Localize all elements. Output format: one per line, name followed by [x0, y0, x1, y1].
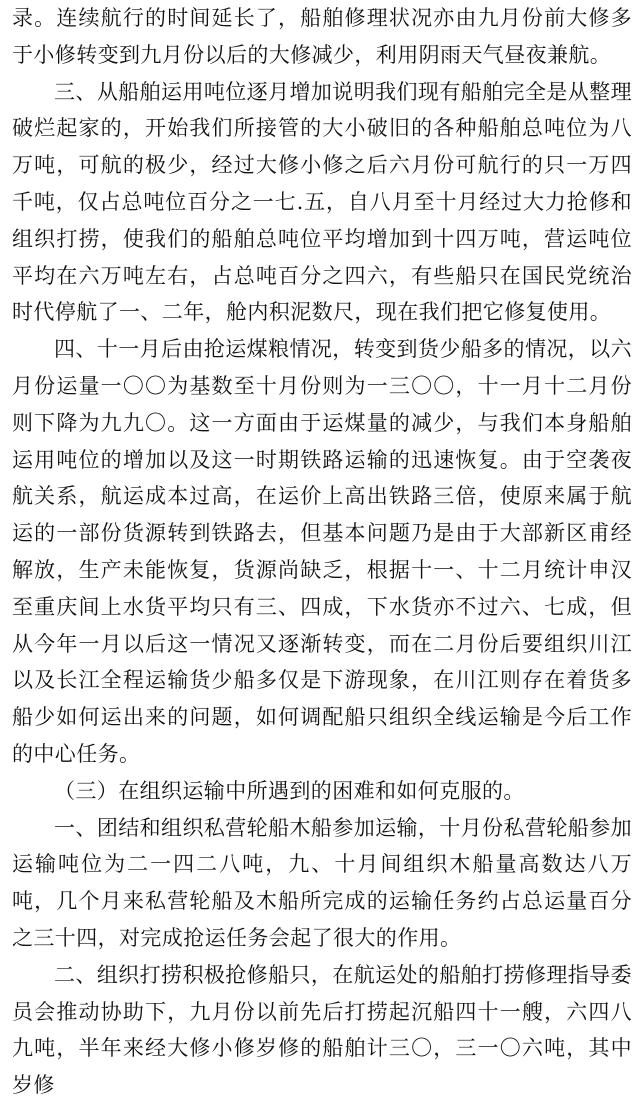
- paragraph-item-two: 二、组织打捞积极抢修船只，在航运处的船舶打捞修理指导委员会推动协助下，九月份以前先后打捞起沉船四十一艘，六四八九吨，半年来经大修小修岁修的船舶计三〇，三一〇六吨，其中岁修: [12, 962, 632, 1098]
- paragraph-point-three: 三、从船舶运用吨位逐月增加说明我们现有船舶完全是从整理破烂起家的，开始我们所接管的大小破旧的各种船舶总吨位为八万吨，可航的极少，经过大修小修之后六月份可航行的只一万四千吨，仅占总吨位百分之一七.五，自八月至十月经过大力抢修和组织打捞，使我们的船舶总吨位平均增加到十四万吨，营运吨位平均在六万吨左右，占总吨百分之四六，有些船只在国民党统治时代停航了一、二年，舱内积泥数尺，现在我们把它修复使用。: [12, 79, 632, 325]
- section-heading-three: （三）在组织运输中所遇到的困难和如何克服的。: [54, 778, 525, 803]
- paragraph-shipping-time: 录。连续航行的时间延长了，船舶修理状况亦由九月份前大修多于小修转变到九月份以后的大修减少，利用阴雨天气昼夜兼航。: [12, 6, 632, 67]
- paragraph-point-four: 四、十一月后由抢运煤粮情况，转变到货少船多的情况，以六月份运量一〇〇为基数至十月份则为一三〇〇，十一月十二月份则下降为九九〇。这一方面由于运煤量的减少，与我们本身船舶运用吨位的增加以及这一时期铁路运输的迅速恢复。由于空袭夜航关系，航运成本过高，在运价上高出铁路三倍，使原来属于航运的一部份货源转到铁路去，但基本问题乃是由于大部新区甫经解放，生产未能恢复，货源尚缺乏，根据十一、十二月统计申汉至重庆间上水货平均只有三、四成，下水货亦不过六、七成，但从今年一月以后这一情况又逐渐转变，而在二月份后要组织川江以及长江全程运输货少船多仅是下游现象，在川江则存在着货多船少如何运出来的问题，如何调配船只组织全线运输是今后工作的中心任务。: [12, 337, 632, 766]
- paragraph-item-one: 一、团结和组织私营轮船木船参加运输，十月份私营轮船参加运输吨位为二一四二八吨，九、十月间组织木船量高数达八万吨，几个月来私营轮船及木船所完成的运输任务约占总运量百分之三十四，对完成抢运任务会起了很大的作用。: [12, 815, 632, 950]
